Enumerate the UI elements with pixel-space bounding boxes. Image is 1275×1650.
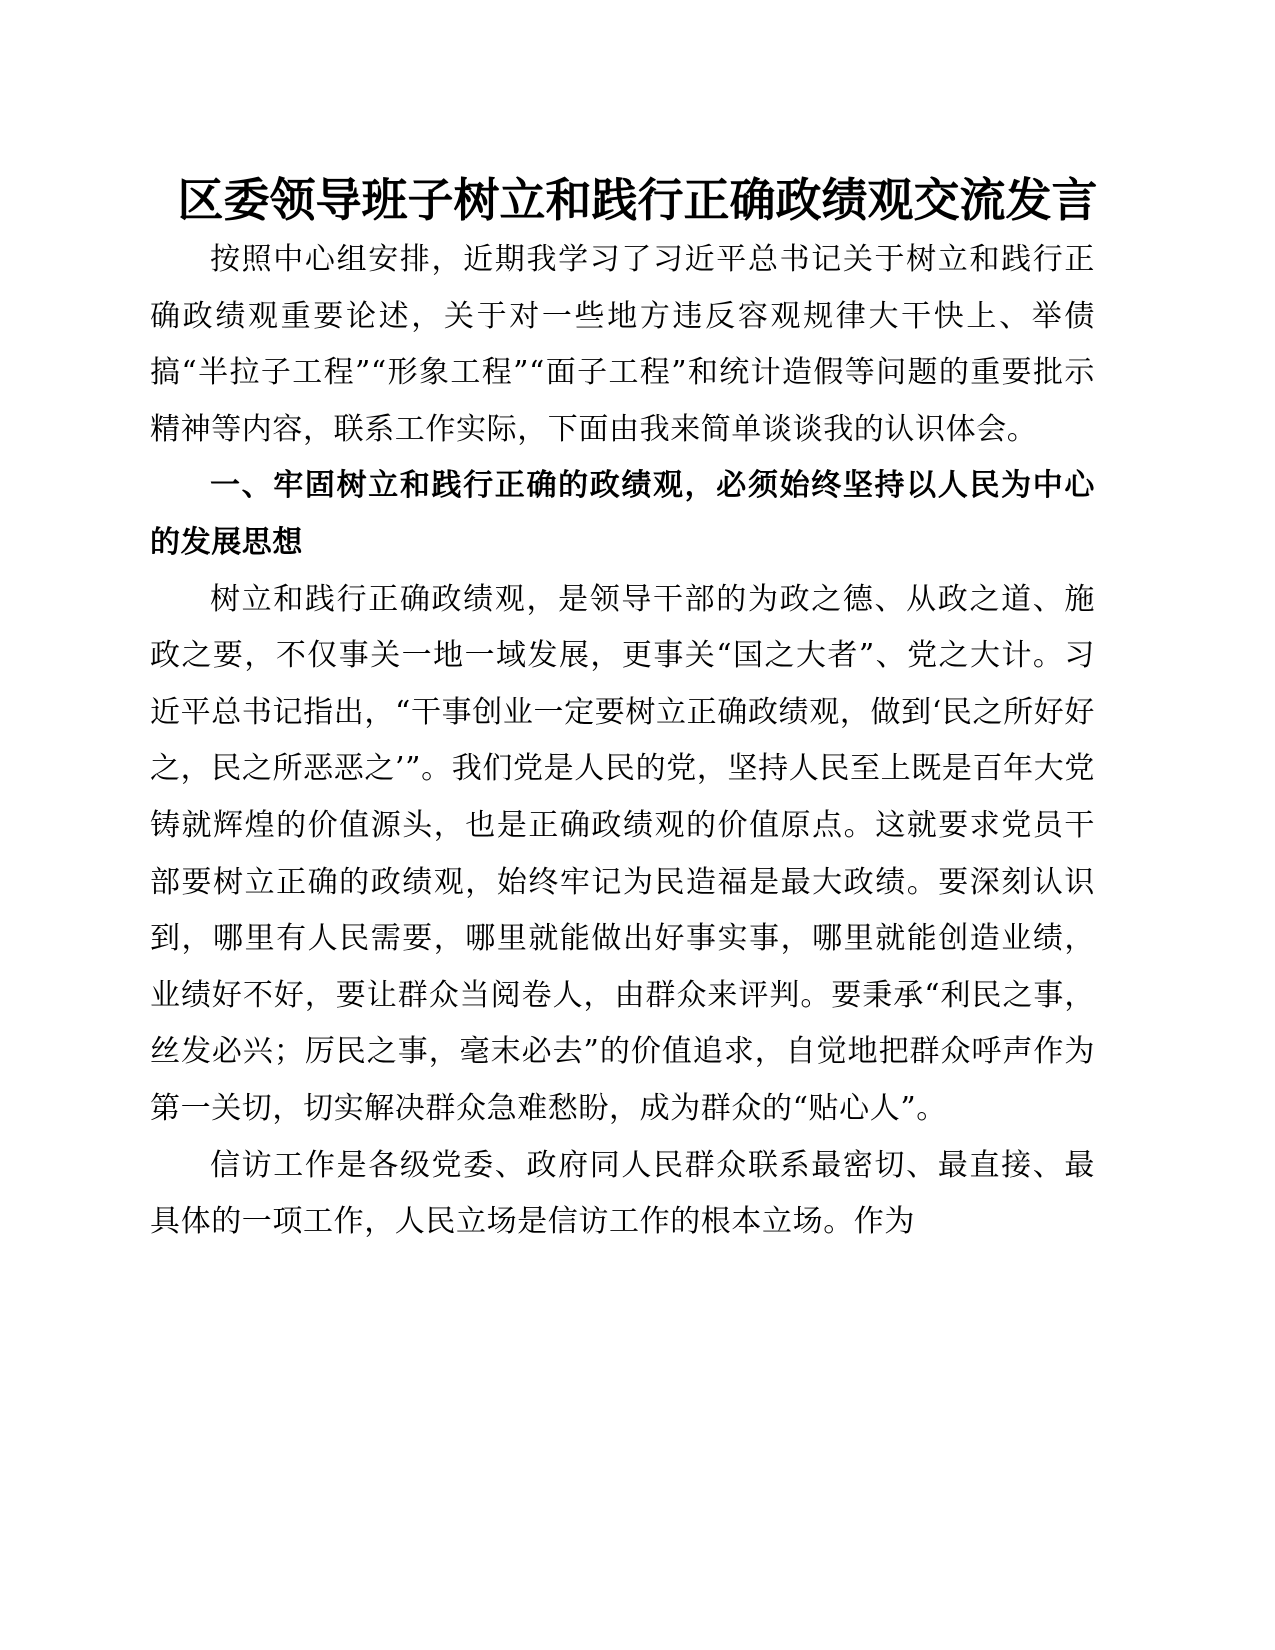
document-title: 区委领导班子树立和践行正确政绩观交流发言 [177,173,1098,227]
section-heading: 一、牢固树立和践行正确的政绩观，必须始终坚持以人民为中心的发展思想 [150,468,1095,560]
body-paragraph: 树立和践行正确政绩观，是领导干部的为政之德、从政之道、施政之要，不仅事关一地一域发展，更事关“国之大者”、党之大计。习近平总书记指出，“干事创业一定要树立正确政绩观，做到‘民之所好好之，民之所恶恶之’”。我们党是人民的党，坚持人民至上既是百年大党铸就辉煌的价值源头，也是正确政绩观的价值原点。这就要求党员干部要树立正确的政绩观，始终牢记为民造福是最大政绩。要深刻认识到，哪里有人民需要，哪里就能做出好事实事，哪里就能创造业绩，业绩好不好，要让群众当阅卷人，由群众来评判。要秉承“利民之事，丝发必兴；厉民之事，毫末必去”的价值追求，自觉地把群众呼声作为第一关切，切实解决群众急难愁盼，成为群众的“贴心人”。 [150,581,1095,1126]
intro-paragraph: 按照中心组安排，近期我学习了习近平总书记关于树立和践行正确政绩观重要论述，关于对一些地方违反容观规律大干快上、举债搞“半拉子工程”“形象工程”“面子工程”和统计造假等问题的重要批示精神等内容，联系工作实际，下面由我来简单谈谈我的认识体会。 [150,242,1095,447]
body-paragraph: 信访工作是各级党委、政府同人民群众联系最密切、最直接、最具体的一项工作，人民立场是信访工作的根本立场。作为 [150,1147,1095,1240]
document-body [150,232,1095,1251]
